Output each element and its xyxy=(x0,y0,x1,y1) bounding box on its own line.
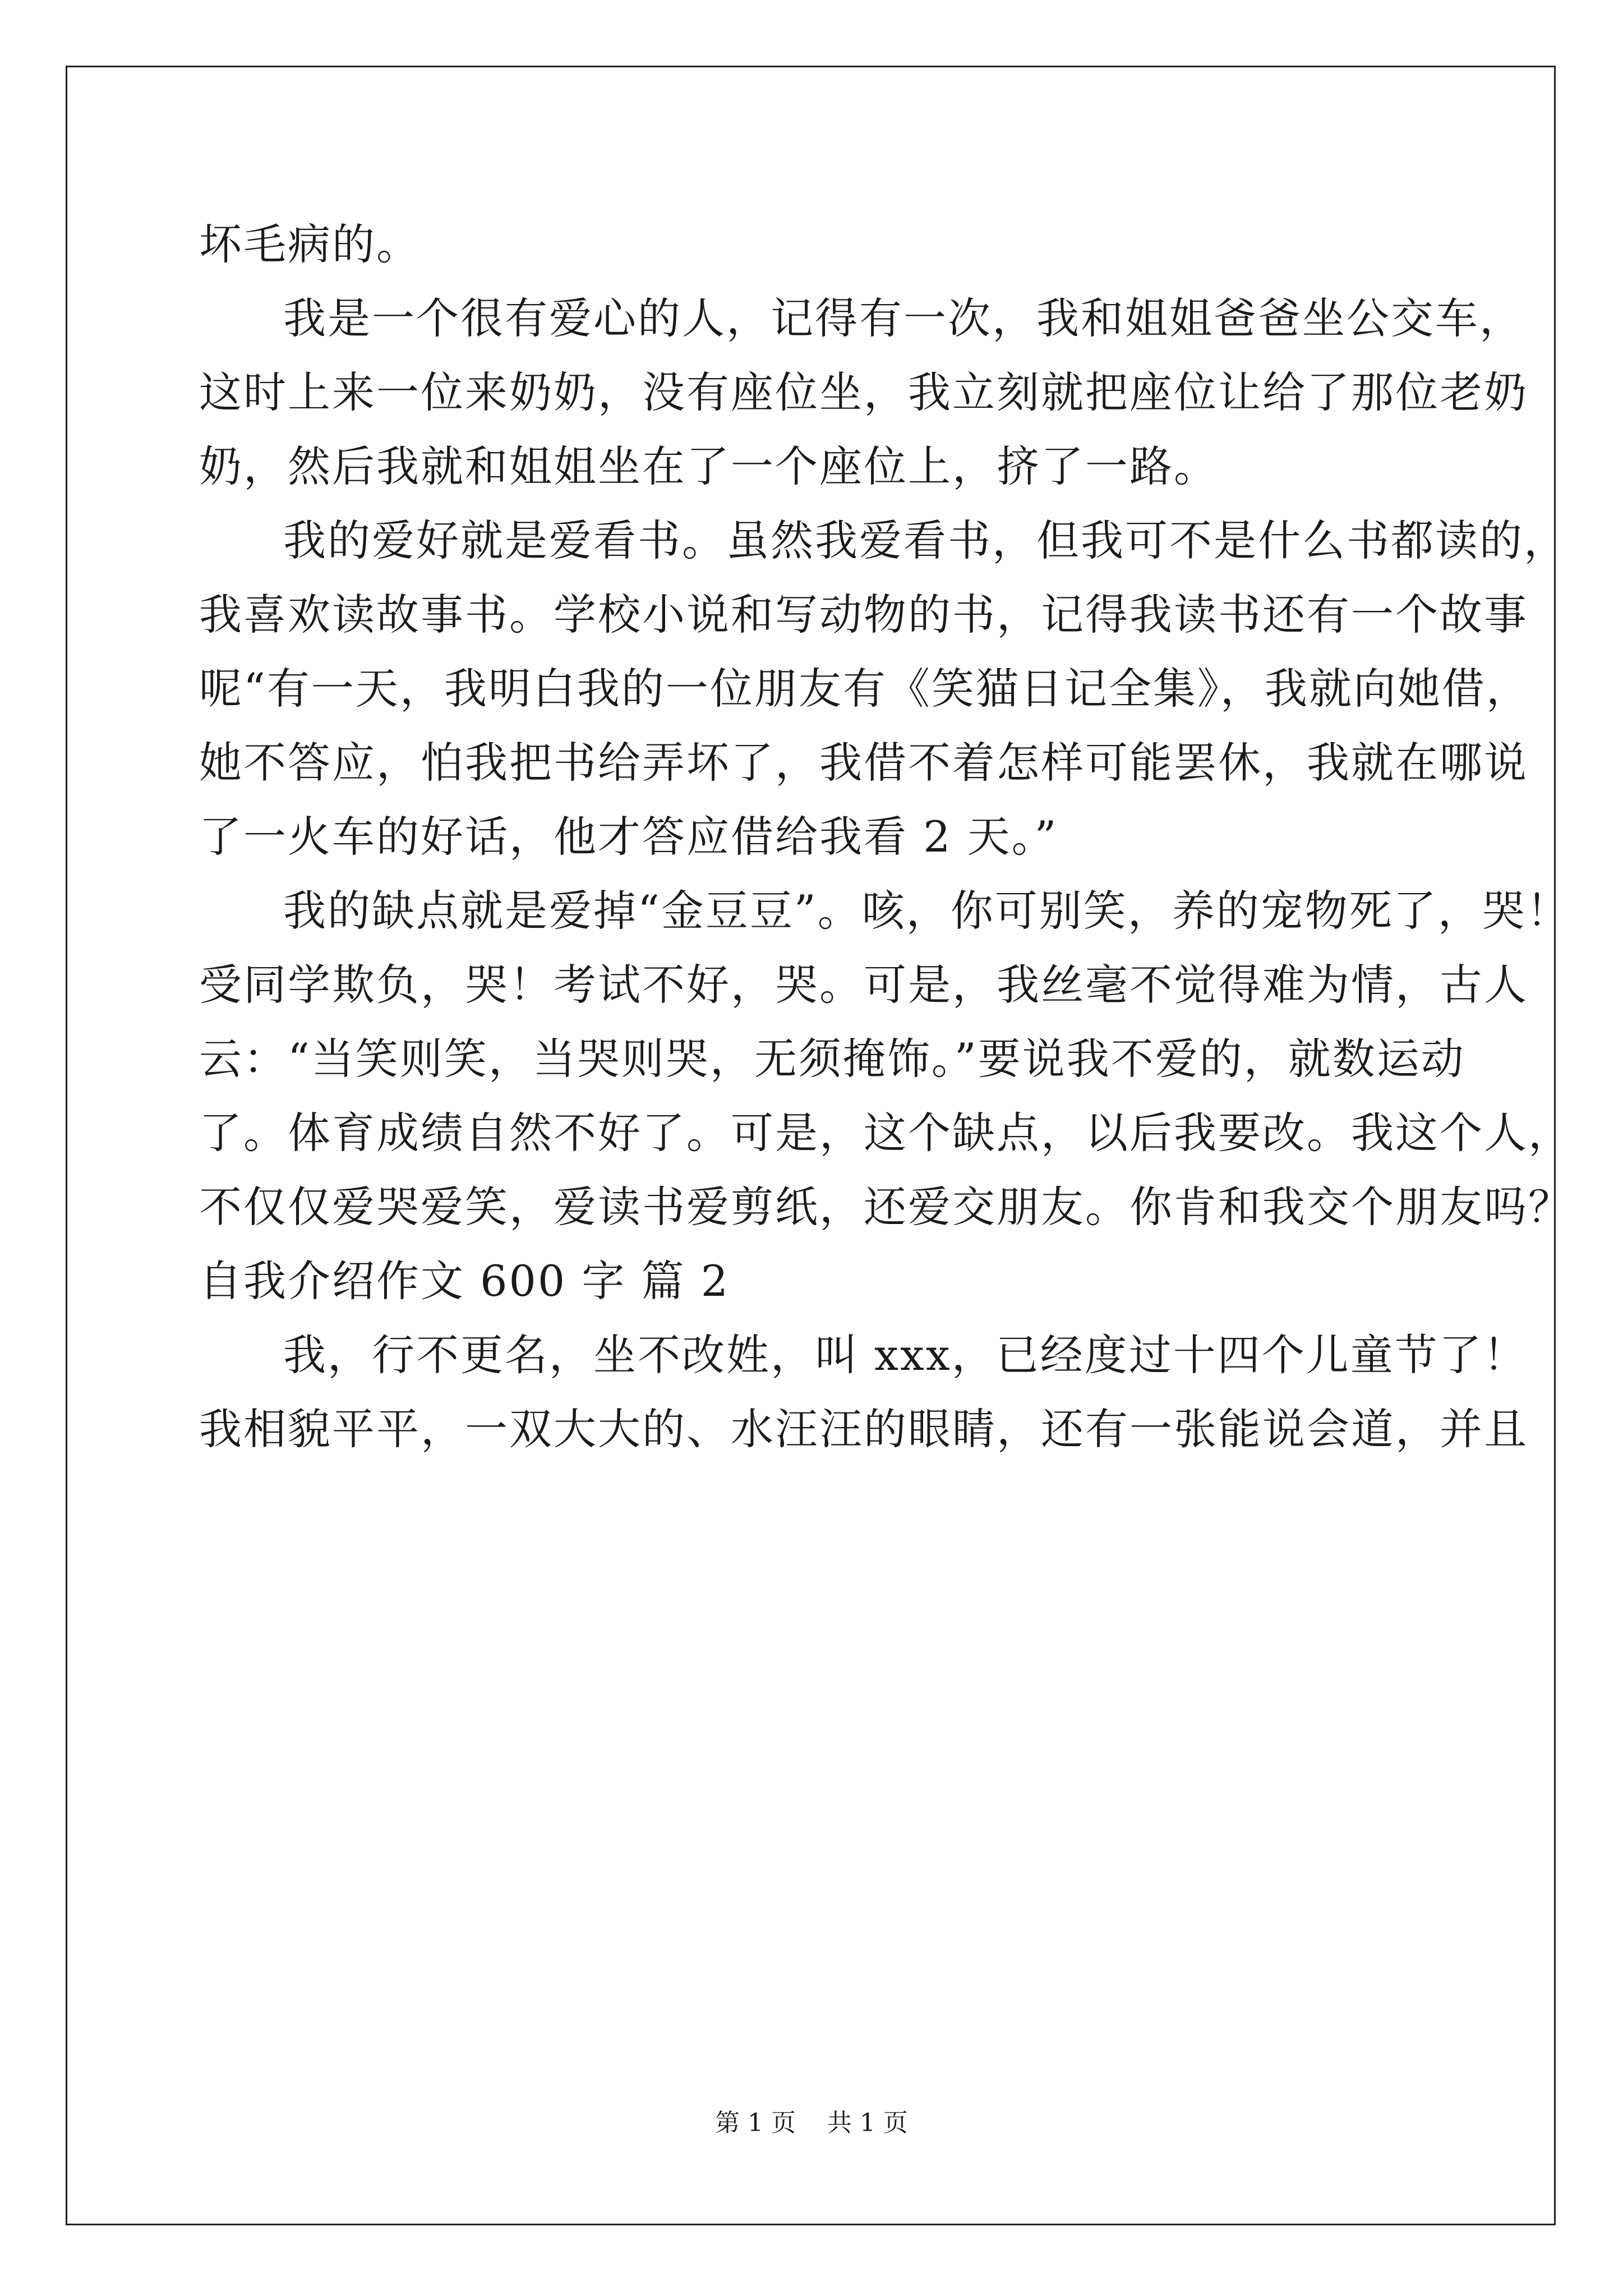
text-line: 了。体育成绩自然不好了。可是，这个缺点，以后我要改。我这个人， xyxy=(199,1108,1573,1158)
page-number-footer: 第 1 页 共 1 页 xyxy=(715,2109,908,2137)
text-line: 我相貌平平，一双大大的、水汪汪的眼睛，还有一张能说会道，并且 xyxy=(199,1404,1528,1454)
text-line: 受同学欺负，哭！考试不好，哭。可是，我丝毫不觉得难为情，古人 xyxy=(199,960,1528,1010)
text-line: 坏毛病的。 xyxy=(199,219,421,269)
text-line: 我的爱好就是爱看书。虽然我爱看书，但我可不是什么书都读的， xyxy=(283,516,1568,565)
document-body xyxy=(199,208,1573,1466)
text-line: 呢“有一天，我明白我的一位朋友有《笑猫日记全集》，我就向她借， xyxy=(199,664,1530,714)
text-line: 这时上来一位来奶奶，没有座位坐，我立刻就把座位让给了那位老奶 xyxy=(199,367,1528,417)
text-line: 我，行不更名，坐不改姓，叫 xxx，已经度过十四个儿童节了！ xyxy=(283,1330,1528,1380)
text-line: 我的缺点就是爱掉“金豆豆”。咳，你可别笑，养的宠物死了，哭！ xyxy=(283,886,1571,936)
section-heading: 自我介绍作文 600 字 篇 2 xyxy=(199,1256,730,1306)
text-line: 不仅仅爱哭爱笑，爱读书爱剪纸，还爱交朋友。你肯和我交个朋友吗？ xyxy=(199,1182,1573,1232)
text-line: 我是一个很有爱心的人，记得有一次，我和姐姐爸爸坐公交车， xyxy=(283,293,1524,343)
text-line: 了一火车的好话，他才答应借给我看 2 天。” xyxy=(199,812,1058,862)
text-line: 我喜欢读故事书。学校小说和写动物的书，记得我读书还有一个故事 xyxy=(199,590,1528,639)
text-line: 她不答应，怕我把书给弄坏了，我借不着怎样可能罢休，我就在哪说 xyxy=(199,738,1528,788)
text-line: 奶，然后我就和姐姐坐在了一个座位上，挤了一路。 xyxy=(199,441,1218,491)
text-line: 云：“当笑则笑，当哭则哭，无须掩饰。”要说我不爱的，就数运动 xyxy=(199,1034,1465,1084)
